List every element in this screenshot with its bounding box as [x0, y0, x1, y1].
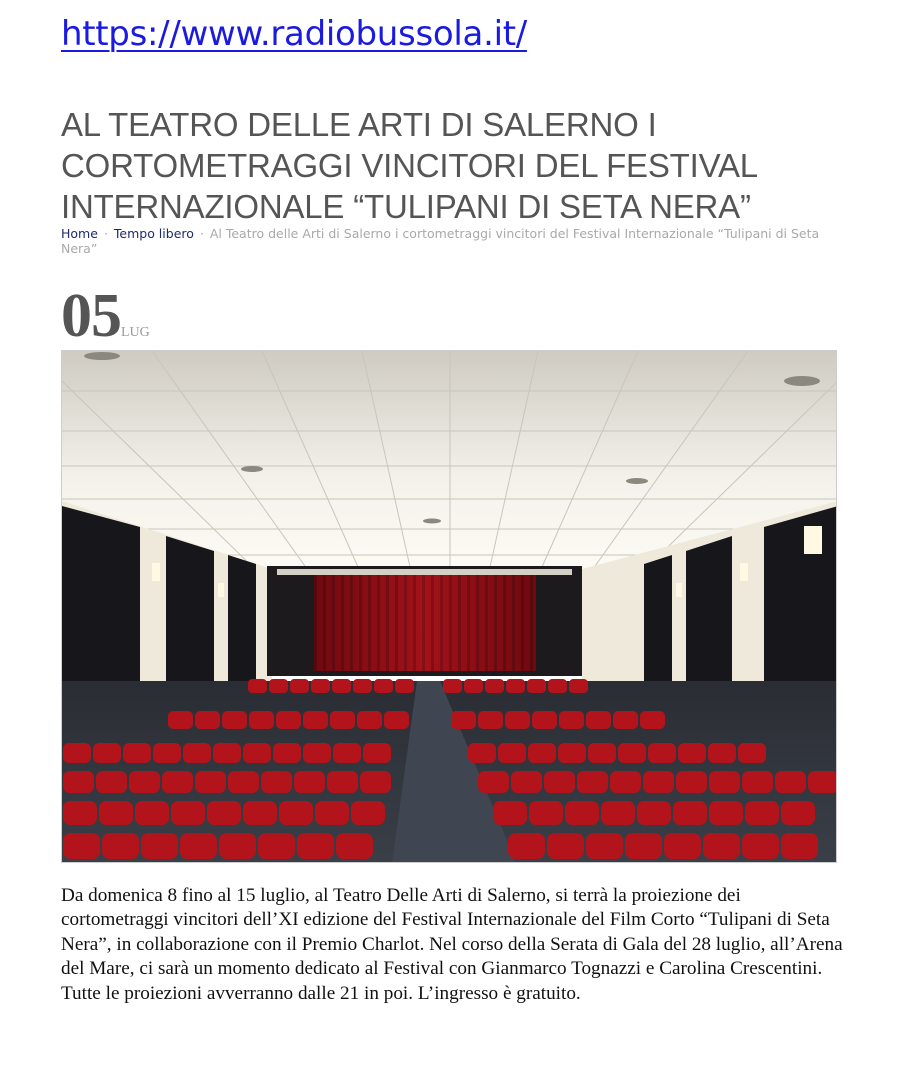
seat — [195, 771, 226, 793]
seat — [775, 771, 806, 793]
seat — [532, 711, 557, 729]
breadcrumb-separator: · — [103, 226, 108, 241]
seat — [311, 679, 330, 693]
seat — [703, 833, 740, 859]
breadcrumb-category-link[interactable]: Tempo libero — [113, 226, 194, 241]
seat — [586, 833, 623, 859]
seat — [351, 801, 385, 825]
seat — [464, 679, 483, 693]
seat — [742, 833, 779, 859]
post-date-month: LUG — [121, 325, 150, 340]
breadcrumb-home-link[interactable]: Home — [61, 226, 98, 241]
seat — [315, 801, 349, 825]
seat — [745, 801, 779, 825]
seat — [222, 711, 247, 729]
post-date — [61, 281, 150, 352]
seat — [141, 833, 178, 859]
seat — [613, 711, 638, 729]
seat — [168, 711, 193, 729]
seat — [559, 711, 584, 729]
seat — [93, 743, 121, 763]
seat — [384, 711, 409, 729]
seat — [709, 771, 740, 793]
theater-photo-illustration — [62, 351, 837, 863]
seat — [643, 771, 674, 793]
seat — [102, 833, 139, 859]
seat — [207, 801, 241, 825]
seat — [527, 679, 546, 693]
seat — [565, 801, 599, 825]
seat — [63, 771, 94, 793]
seat — [548, 679, 567, 693]
seat — [618, 743, 646, 763]
article-body: Da domenica 8 fino al 15 luglio, al Teatro Delle Arti di Salerno, si terrà la proiezione dei cortometraggi vincitori dell’XI edizione del Festival Internazionale del Film Corto “Tulipani di Seta Nera”, in collaborazione con il Premio Charlot. Nel corso della Serata di Gala del 28 luglio, all’Arena del Mare, ci sarà un momento dedicato al Festival con Gianmarco Tognazzi e Carolina Crescentini. Tutte le proiezioni avverranno dalle 21 in poi. L’ingresso è gratuito. — [61, 885, 843, 1004]
seat — [273, 743, 301, 763]
post-date-day: 05 — [61, 282, 121, 350]
seat — [511, 771, 542, 793]
seat — [676, 771, 707, 793]
site-url-link[interactable]: https://www.radiobussola.it/ — [61, 14, 527, 54]
seat — [478, 771, 509, 793]
seat — [63, 833, 100, 859]
seat — [360, 771, 391, 793]
seat — [478, 711, 503, 729]
seat — [363, 743, 391, 763]
seat — [808, 771, 837, 793]
seat — [395, 679, 414, 693]
lighting-truss — [277, 569, 572, 575]
seat — [180, 833, 217, 859]
seat — [279, 801, 313, 825]
seat — [468, 743, 496, 763]
seat — [330, 711, 355, 729]
seat — [506, 679, 525, 693]
seat — [96, 771, 127, 793]
seat — [357, 711, 382, 729]
curtain-pleats — [314, 575, 536, 671]
seat — [544, 771, 575, 793]
seat — [261, 771, 292, 793]
seat — [195, 711, 220, 729]
seat — [508, 833, 545, 859]
seat — [63, 801, 97, 825]
seat — [332, 679, 351, 693]
theater-hall-photo — [61, 350, 837, 863]
seat — [569, 679, 588, 693]
seat — [709, 801, 743, 825]
seat — [577, 771, 608, 793]
seat — [303, 743, 331, 763]
seat — [498, 743, 526, 763]
seat — [610, 771, 641, 793]
seat — [528, 743, 556, 763]
seat — [678, 743, 706, 763]
seat — [123, 743, 151, 763]
seat — [505, 711, 530, 729]
seat — [640, 711, 665, 729]
breadcrumb — [61, 226, 846, 256]
seat — [558, 743, 586, 763]
seat — [290, 679, 309, 693]
seat — [327, 771, 358, 793]
seat — [135, 801, 169, 825]
article-title: AL TEATRO DELLE ARTI DI SALERNO I CORTOMETRAGGI VINCITORI DEL FESTIVAL INTERNAZIONALE “TULIPANI DI SETA NERA” — [61, 106, 757, 225]
seat — [99, 801, 133, 825]
seat — [673, 801, 707, 825]
seat — [664, 833, 701, 859]
seat — [294, 771, 325, 793]
seat — [213, 743, 241, 763]
seat — [249, 711, 274, 729]
seat — [276, 711, 301, 729]
seat — [708, 743, 736, 763]
seat — [63, 743, 91, 763]
seat — [243, 801, 277, 825]
seat — [374, 679, 393, 693]
seat — [781, 833, 818, 859]
seat — [258, 833, 295, 859]
seat — [353, 679, 372, 693]
seat — [648, 743, 676, 763]
seat — [443, 679, 462, 693]
seat — [493, 801, 527, 825]
seat — [485, 679, 504, 693]
seat — [153, 743, 181, 763]
seat — [248, 679, 267, 693]
seat — [588, 743, 616, 763]
seat — [243, 743, 271, 763]
breadcrumb-separator: · — [199, 226, 204, 241]
seat — [297, 833, 334, 859]
seat — [269, 679, 288, 693]
seat — [781, 801, 815, 825]
seat — [451, 711, 476, 729]
seat — [333, 743, 361, 763]
seat — [171, 801, 205, 825]
seat — [742, 771, 773, 793]
seat — [162, 771, 193, 793]
seat — [336, 833, 373, 859]
seat — [228, 771, 259, 793]
seat — [183, 743, 211, 763]
seat — [738, 743, 766, 763]
seat — [601, 801, 635, 825]
seat — [129, 771, 160, 793]
seat — [529, 801, 563, 825]
seat — [547, 833, 584, 859]
seat — [625, 833, 662, 859]
seat — [303, 711, 328, 729]
breadcrumb-current: Al Teatro delle Arti di Salerno i cortometraggi vincitori del Festival Internazionale “Tulipani di Seta Nera” — [61, 226, 820, 256]
seat — [586, 711, 611, 729]
seat — [219, 833, 256, 859]
seat — [637, 801, 671, 825]
